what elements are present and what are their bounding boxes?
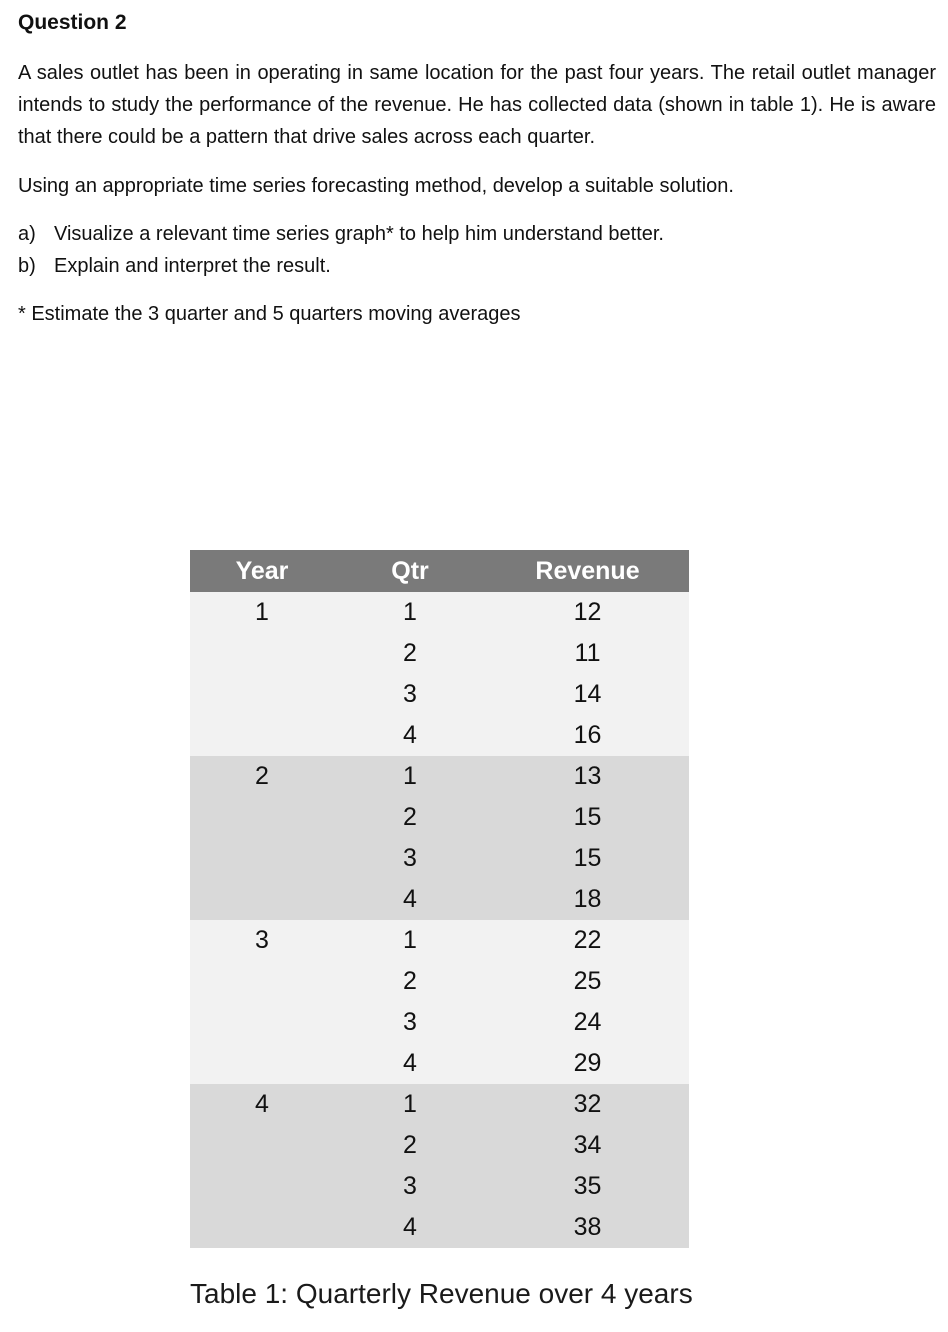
cell-year <box>190 797 334 838</box>
cell-qtr: 2 <box>334 961 486 1002</box>
list-marker: b) <box>18 255 36 277</box>
cell-qtr: 3 <box>334 1166 486 1207</box>
header-year: Year <box>190 550 334 592</box>
cell-year: 2 <box>190 756 334 797</box>
cell-revenue: 11 <box>486 633 689 674</box>
cell-year <box>190 1166 334 1207</box>
table-row <box>190 715 689 756</box>
table-row <box>190 797 689 838</box>
table-row <box>190 633 689 674</box>
cell-revenue: 24 <box>486 1002 689 1043</box>
cell-revenue: 38 <box>486 1207 689 1248</box>
revenue-table <box>190 550 689 1248</box>
table-row <box>190 1002 689 1043</box>
list-item <box>18 250 664 282</box>
question-heading: Question 2 <box>18 11 127 34</box>
cell-qtr: 2 <box>334 633 486 674</box>
cell-qtr: 4 <box>334 715 486 756</box>
cell-year: 1 <box>190 592 334 633</box>
table-header-row <box>190 550 689 592</box>
cell-revenue: 12 <box>486 592 689 633</box>
cell-qtr: 3 <box>334 838 486 879</box>
header-revenue: Revenue <box>486 550 689 592</box>
cell-year <box>190 1002 334 1043</box>
table-row <box>190 838 689 879</box>
cell-year <box>190 1043 334 1084</box>
cell-revenue: 25 <box>486 961 689 1002</box>
cell-qtr: 1 <box>334 756 486 797</box>
cell-qtr: 4 <box>334 879 486 920</box>
cell-revenue: 15 <box>486 838 689 879</box>
cell-qtr: 1 <box>334 592 486 633</box>
cell-qtr: 4 <box>334 1043 486 1084</box>
cell-qtr: 3 <box>334 1002 486 1043</box>
footnote: * Estimate the 3 quarter and 5 quarters moving averages <box>18 303 521 325</box>
list-item <box>18 218 664 250</box>
cell-qtr: 1 <box>334 920 486 961</box>
cell-revenue: 15 <box>486 797 689 838</box>
list-item-text: Visualize a relevant time series graph* to help him understand better. <box>54 223 664 245</box>
table-row <box>190 961 689 1002</box>
cell-year <box>190 633 334 674</box>
cell-year <box>190 674 334 715</box>
cell-qtr: 2 <box>334 1125 486 1166</box>
cell-revenue: 13 <box>486 756 689 797</box>
revenue-table-container <box>190 550 689 1248</box>
cell-qtr: 1 <box>334 1084 486 1125</box>
table-row <box>190 592 689 633</box>
cell-qtr: 3 <box>334 674 486 715</box>
table-row <box>190 1166 689 1207</box>
question-task: Using an appropriate time series forecasting method, develop a suitable solution. <box>18 175 734 197</box>
cell-revenue: 14 <box>486 674 689 715</box>
table-row <box>190 1043 689 1084</box>
cell-revenue: 32 <box>486 1084 689 1125</box>
cell-revenue: 29 <box>486 1043 689 1084</box>
cell-qtr: 2 <box>334 797 486 838</box>
cell-year: 4 <box>190 1084 334 1125</box>
table-row <box>190 1207 689 1248</box>
task-list <box>18 218 664 282</box>
cell-revenue: 34 <box>486 1125 689 1166</box>
cell-year <box>190 838 334 879</box>
list-marker: a) <box>18 223 36 245</box>
question-intro: A sales outlet has been in operating in same location for the past four years. The retail outlet manager intends to study the performance of the revenue. He has collected data (shown in table 1). He is aware that there could be a pattern that drive sales across each quarter. <box>18 62 936 148</box>
cell-year <box>190 961 334 1002</box>
list-item-text: Explain and interpret the result. <box>54 255 331 277</box>
cell-revenue: 22 <box>486 920 689 961</box>
cell-year: 3 <box>190 920 334 961</box>
cell-year <box>190 1125 334 1166</box>
header-qtr: Qtr <box>334 550 486 592</box>
table-row <box>190 674 689 715</box>
cell-qtr: 4 <box>334 1207 486 1248</box>
cell-revenue: 16 <box>486 715 689 756</box>
table-row <box>190 1084 689 1125</box>
table-row <box>190 1125 689 1166</box>
cell-year <box>190 879 334 920</box>
table-row <box>190 756 689 797</box>
cell-year <box>190 715 334 756</box>
cell-year <box>190 1207 334 1248</box>
cell-revenue: 18 <box>486 879 689 920</box>
table-row <box>190 879 689 920</box>
table-caption: Table 1: Quarterly Revenue over 4 years <box>190 1278 693 1309</box>
table-row <box>190 920 689 961</box>
cell-revenue: 35 <box>486 1166 689 1207</box>
